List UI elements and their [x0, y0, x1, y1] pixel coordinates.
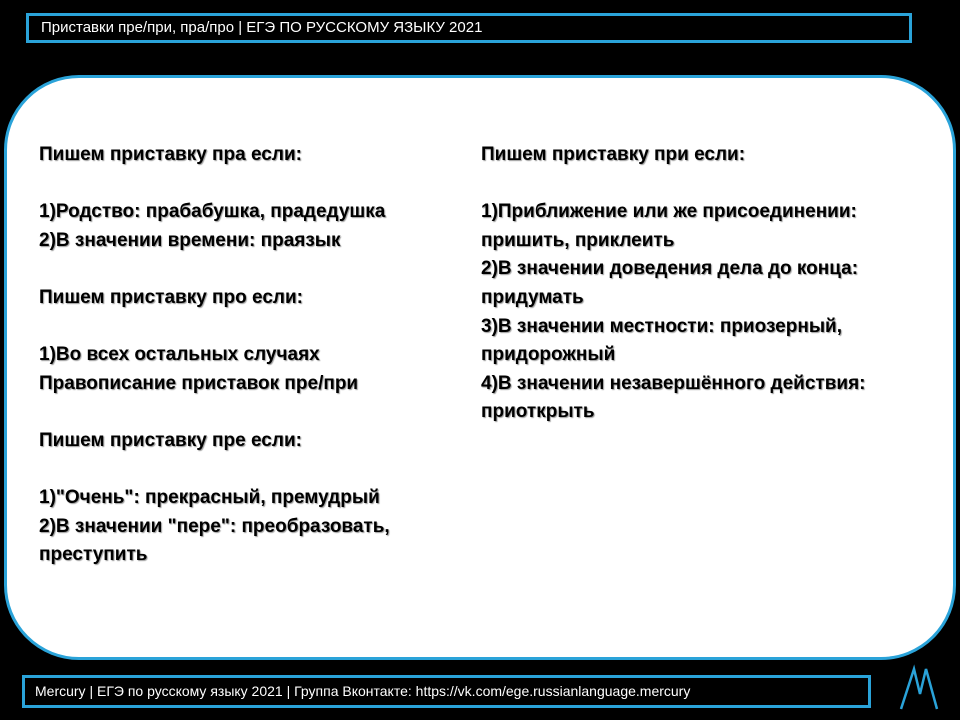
pri-rule-4-line-2: приоткрыть — [481, 401, 595, 423]
pro-heading: Пишем приставку про если: — [39, 286, 303, 308]
page-title: Приставки пре/при, пра/про | ЕГЭ ПО РУССКОМУ ЯЗЫКУ 2021 — [26, 13, 912, 43]
spacer — [39, 398, 449, 427]
left-column — [39, 141, 449, 570]
pre-rule-2-line-2: преступить — [39, 544, 148, 566]
pre-heading: Пишем приставку пре если: — [39, 429, 302, 451]
spacer — [39, 255, 449, 284]
pra-rule-1: 1)Родство: прабабушка, прадедушка — [39, 201, 386, 223]
pre-rule-2-line-1: 2)В значении "пере": преобразовать, — [39, 515, 390, 537]
pri-rule-1-line-1: 1)Приближение или же присоединении: — [481, 201, 857, 223]
pri-rule-4-line-1: 4)В значении незавершённого действия: — [481, 372, 866, 394]
mercury-m-logo-icon — [897, 664, 941, 712]
pri-rule-3-line-1: 3)В значении местности: приозерный, — [481, 315, 842, 337]
right-column — [481, 141, 921, 427]
pre-pri-title: Правописание приставок пре/при — [39, 372, 359, 394]
pra-rule-2: 2)В значении времени: праязык — [39, 229, 341, 251]
pro-rule-1: 1)Во всех остальных случаях — [39, 344, 320, 366]
content-card — [4, 75, 956, 660]
footer-bar: Mercury | ЕГЭ по русскому языку 2021 | Группа Вконтакте: https://vk.com/ege.russianlanguage.mercury — [22, 675, 871, 708]
spacer — [481, 170, 921, 199]
pri-rule-3-line-2: придорожный — [481, 344, 616, 366]
spacer — [39, 313, 449, 342]
pri-heading: Пишем приставку при если: — [481, 144, 746, 165]
pre-rule-1: 1)"Очень": прекрасный, премудрый — [39, 487, 380, 509]
pra-heading: Пишем приставку пра если: — [39, 144, 302, 165]
spacer — [39, 456, 449, 485]
spacer — [39, 170, 449, 199]
pri-rule-1-line-2: пришить, приклеить — [481, 229, 675, 251]
pri-rule-2-line-2: придумать — [481, 286, 584, 308]
pri-rule-2-line-1: 2)В значении доведения дела до конца: — [481, 258, 859, 280]
